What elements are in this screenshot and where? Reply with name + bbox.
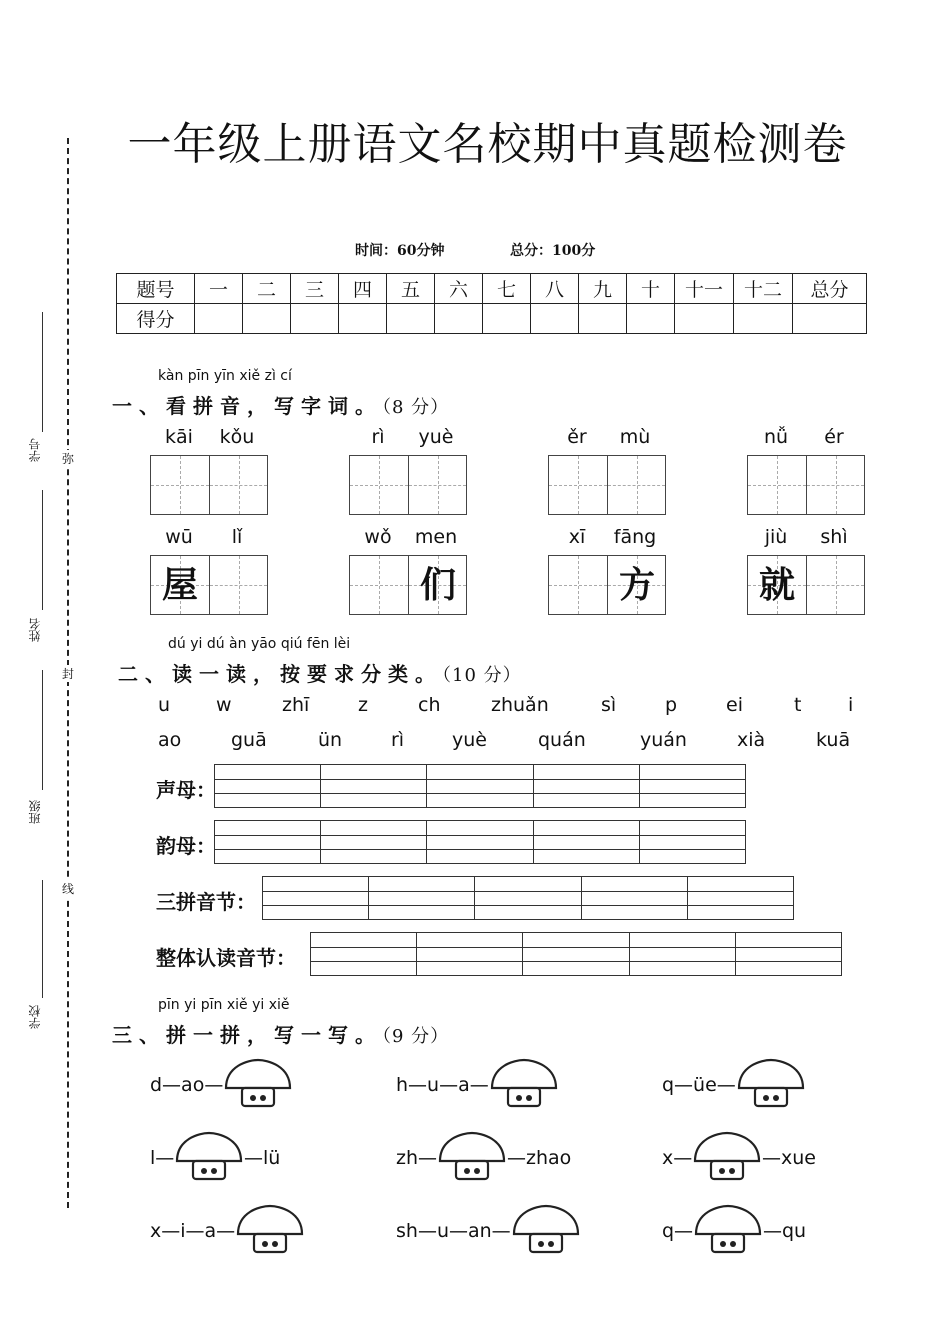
tianzige-grid[interactable] xyxy=(548,555,666,615)
tianzige-grid[interactable] xyxy=(349,555,467,615)
syllable-item: p xyxy=(665,694,678,716)
syllable-item: w xyxy=(216,694,232,716)
word-pinyin: men xyxy=(414,526,458,548)
given-character xyxy=(807,456,865,514)
spelling-prefix: sh—u—an— xyxy=(396,1220,511,1242)
given-character xyxy=(549,556,607,614)
word-pinyin: jiù xyxy=(764,526,788,548)
syllable-item: sì xyxy=(601,694,617,716)
student-id-label: 学号 xyxy=(28,438,42,462)
class-blank[interactable] xyxy=(42,670,44,790)
mushroom-answer-box[interactable] xyxy=(736,1058,806,1114)
school-blank[interactable] xyxy=(42,880,44,998)
syllable-item: ao xyxy=(158,729,182,751)
score-header-cell: 十二 xyxy=(734,274,793,304)
score-input-cell[interactable] xyxy=(291,304,339,334)
score-input-cell[interactable] xyxy=(579,304,627,334)
category-label-three-part: 三拼音节： xyxy=(156,890,256,914)
school-label: 学校 xyxy=(28,1005,42,1029)
mushroom-answer-box[interactable] xyxy=(693,1204,763,1260)
spelling-prefix: q—üe— xyxy=(662,1074,736,1096)
tianzige-grid[interactable] xyxy=(548,455,666,515)
tianzige-cell[interactable] xyxy=(350,456,408,514)
margin-char-feng: 封 xyxy=(61,667,74,681)
mushroom-answer-box[interactable] xyxy=(223,1058,293,1114)
page-title: 一年级上册语文名校期中真题检测卷 xyxy=(127,119,848,170)
word-pinyin: kǒu xyxy=(219,426,255,448)
syllable-item: zhuǎn xyxy=(491,694,549,716)
spelling-prefix: zh— xyxy=(396,1147,438,1169)
name-label: 姓名 xyxy=(28,618,42,642)
syllable-item: i xyxy=(848,694,854,716)
tianzige-cell[interactable] xyxy=(748,556,806,614)
syllable-item: xià xyxy=(737,729,766,751)
class-label: 班级 xyxy=(28,800,42,824)
given-character xyxy=(409,456,467,514)
mushroom-answer-box[interactable] xyxy=(511,1204,581,1260)
given-character xyxy=(748,456,806,514)
tianzige-cell[interactable] xyxy=(151,556,209,614)
syllable-item: quán xyxy=(538,729,586,751)
word-pinyin: yuè xyxy=(418,426,454,448)
category-label-whole-syllable: 整体认读音节： xyxy=(156,946,296,970)
syllable-item: u xyxy=(158,694,171,716)
tianzige-grid[interactable] xyxy=(747,455,865,515)
score-header-cell: 总分 xyxy=(793,274,867,304)
score-input-cell[interactable] xyxy=(675,304,734,334)
category-label-initials: 声母： xyxy=(156,778,216,802)
tianzige-grid[interactable] xyxy=(150,555,268,615)
given-character xyxy=(210,556,268,614)
spelling-prefix: q— xyxy=(662,1220,694,1242)
section3-heading-pinyin: pīn yi pīn xiě yi xiě xyxy=(158,997,290,1013)
mushroom-answer-box[interactable] xyxy=(692,1131,762,1187)
tianzige-grid[interactable] xyxy=(150,455,268,515)
spelling-prefix: h—u—a— xyxy=(396,1074,489,1096)
tianzige-cell[interactable] xyxy=(549,456,607,514)
score-header-cell: 十 xyxy=(627,274,675,304)
tianzige-cell[interactable] xyxy=(209,556,267,614)
spelling-result: —zhao xyxy=(507,1147,572,1169)
section1-heading: 一、看拼音，写字词。（8 分） xyxy=(112,394,450,418)
given-character xyxy=(608,456,666,514)
mushroom-answer-box[interactable] xyxy=(437,1131,507,1187)
tianzige-cell[interactable] xyxy=(209,456,267,514)
score-input-cell[interactable] xyxy=(339,304,387,334)
score-header-cell: 四 xyxy=(339,274,387,304)
word-pinyin: wǒ xyxy=(364,526,392,548)
exam-total: 总分：100分 xyxy=(510,243,596,259)
score-header-cell: 十一 xyxy=(675,274,734,304)
section2-heading: 二、读一读，按要求分类。（10 分） xyxy=(118,662,522,686)
score-header-cell: 三 xyxy=(291,274,339,304)
given-character xyxy=(807,556,865,614)
syllable-item: zhī xyxy=(282,694,310,716)
three-part-writing-lines[interactable] xyxy=(262,876,794,920)
tianzige-cell[interactable] xyxy=(408,456,466,514)
section3-heading: 三、拼一拼，写一写。（9 分） xyxy=(112,1023,450,1047)
score-input-cell[interactable] xyxy=(483,304,531,334)
word-pinyin: kāi xyxy=(165,426,193,448)
score-input-cell[interactable] xyxy=(435,304,483,334)
tianzige-cell[interactable] xyxy=(549,556,607,614)
score-header-cell: 六 xyxy=(435,274,483,304)
given-character: 方 xyxy=(618,564,655,606)
tianzige-cell[interactable] xyxy=(607,456,665,514)
word-pinyin: fāng xyxy=(613,526,657,548)
score-input-cell[interactable] xyxy=(387,304,435,334)
syllable-item: kuā xyxy=(816,729,851,751)
spelling-result: —xue xyxy=(762,1147,816,1169)
score-row-label: 得分 xyxy=(117,304,195,334)
name-blank[interactable] xyxy=(42,490,44,610)
score-header-cell: 五 xyxy=(387,274,435,304)
score-header-cell: 二 xyxy=(243,274,291,304)
category-label-finals: 韵母： xyxy=(156,834,216,858)
syllable-item: yuè xyxy=(452,729,487,751)
syllable-item: ün xyxy=(318,729,343,751)
given-character: 们 xyxy=(419,564,456,606)
word-pinyin: nǚ xyxy=(763,426,789,448)
initials-writing-lines[interactable] xyxy=(214,764,746,808)
margin-char-xian: 线 xyxy=(61,882,74,896)
spelling-result: —lü xyxy=(244,1147,281,1169)
mushroom-answer-box[interactable] xyxy=(174,1131,244,1187)
spelling-result: —qu xyxy=(763,1220,807,1242)
tianzige-cell[interactable] xyxy=(151,456,209,514)
given-character xyxy=(350,556,408,614)
score-input-cell[interactable] xyxy=(734,304,793,334)
section1-heading-pinyin: kàn pīn yīn xiě zì cí xyxy=(158,368,292,384)
tianzige-cell[interactable] xyxy=(806,556,864,614)
score-header-cell: 八 xyxy=(531,274,579,304)
exam-time: 时间：60分钟 xyxy=(355,243,445,259)
word-pinyin: ěr xyxy=(567,426,587,448)
score-header-cell: 一 xyxy=(195,274,243,304)
mushroom-answer-box[interactable] xyxy=(235,1204,305,1260)
score-input-cell[interactable] xyxy=(531,304,579,334)
score-table xyxy=(116,273,867,334)
syllable-item: guā xyxy=(231,729,267,751)
given-character: 就 xyxy=(758,564,795,606)
score-input-cell[interactable] xyxy=(793,304,867,334)
syllable-item: ei xyxy=(726,694,743,716)
spelling-prefix: l— xyxy=(150,1147,175,1169)
given-character xyxy=(549,456,607,514)
syllable-item: t xyxy=(794,694,802,716)
word-pinyin: xī xyxy=(568,526,586,548)
score-input-cell[interactable] xyxy=(627,304,675,334)
spelling-prefix: d—ao— xyxy=(150,1074,224,1096)
student-id-blank[interactable] xyxy=(42,312,44,432)
tianzige-grid[interactable] xyxy=(349,455,467,515)
word-pinyin: ér xyxy=(824,426,844,448)
given-character: 屋 xyxy=(161,564,198,606)
spelling-prefix: x— xyxy=(662,1147,693,1169)
tianzige-cell[interactable] xyxy=(408,556,466,614)
word-pinyin: rì xyxy=(371,426,385,448)
tianzige-cell[interactable] xyxy=(748,456,806,514)
tianzige-cell[interactable] xyxy=(350,556,408,614)
tianzige-grid[interactable] xyxy=(747,555,865,615)
score-header-cell: 题号 xyxy=(117,274,195,304)
score-input-cell[interactable] xyxy=(195,304,243,334)
score-input-cell[interactable] xyxy=(243,304,291,334)
word-pinyin: shì xyxy=(820,526,848,548)
margin-char-mi: 弥 xyxy=(61,452,74,466)
section2-heading-pinyin: dú yi dú àn yāo qiú fēn lèi xyxy=(168,636,351,652)
finals-writing-lines[interactable] xyxy=(214,820,746,864)
word-pinyin: mù xyxy=(619,426,651,448)
given-character xyxy=(151,456,209,514)
given-character xyxy=(210,456,268,514)
word-pinyin: lǐ xyxy=(231,526,243,548)
mushroom-answer-box[interactable] xyxy=(489,1058,559,1114)
score-header-cell: 九 xyxy=(579,274,627,304)
syllable-item: yuán xyxy=(640,729,687,751)
word-pinyin: wū xyxy=(165,526,193,548)
whole-syllable-writing-lines[interactable] xyxy=(310,932,842,976)
score-header-cell: 七 xyxy=(483,274,531,304)
tianzige-cell[interactable] xyxy=(806,456,864,514)
syllable-item: z xyxy=(358,694,368,716)
given-character xyxy=(350,456,408,514)
tianzige-cell[interactable] xyxy=(607,556,665,614)
syllable-item: rì xyxy=(391,729,405,751)
syllable-item: ch xyxy=(418,694,441,716)
spelling-prefix: x—i—a— xyxy=(150,1220,236,1242)
